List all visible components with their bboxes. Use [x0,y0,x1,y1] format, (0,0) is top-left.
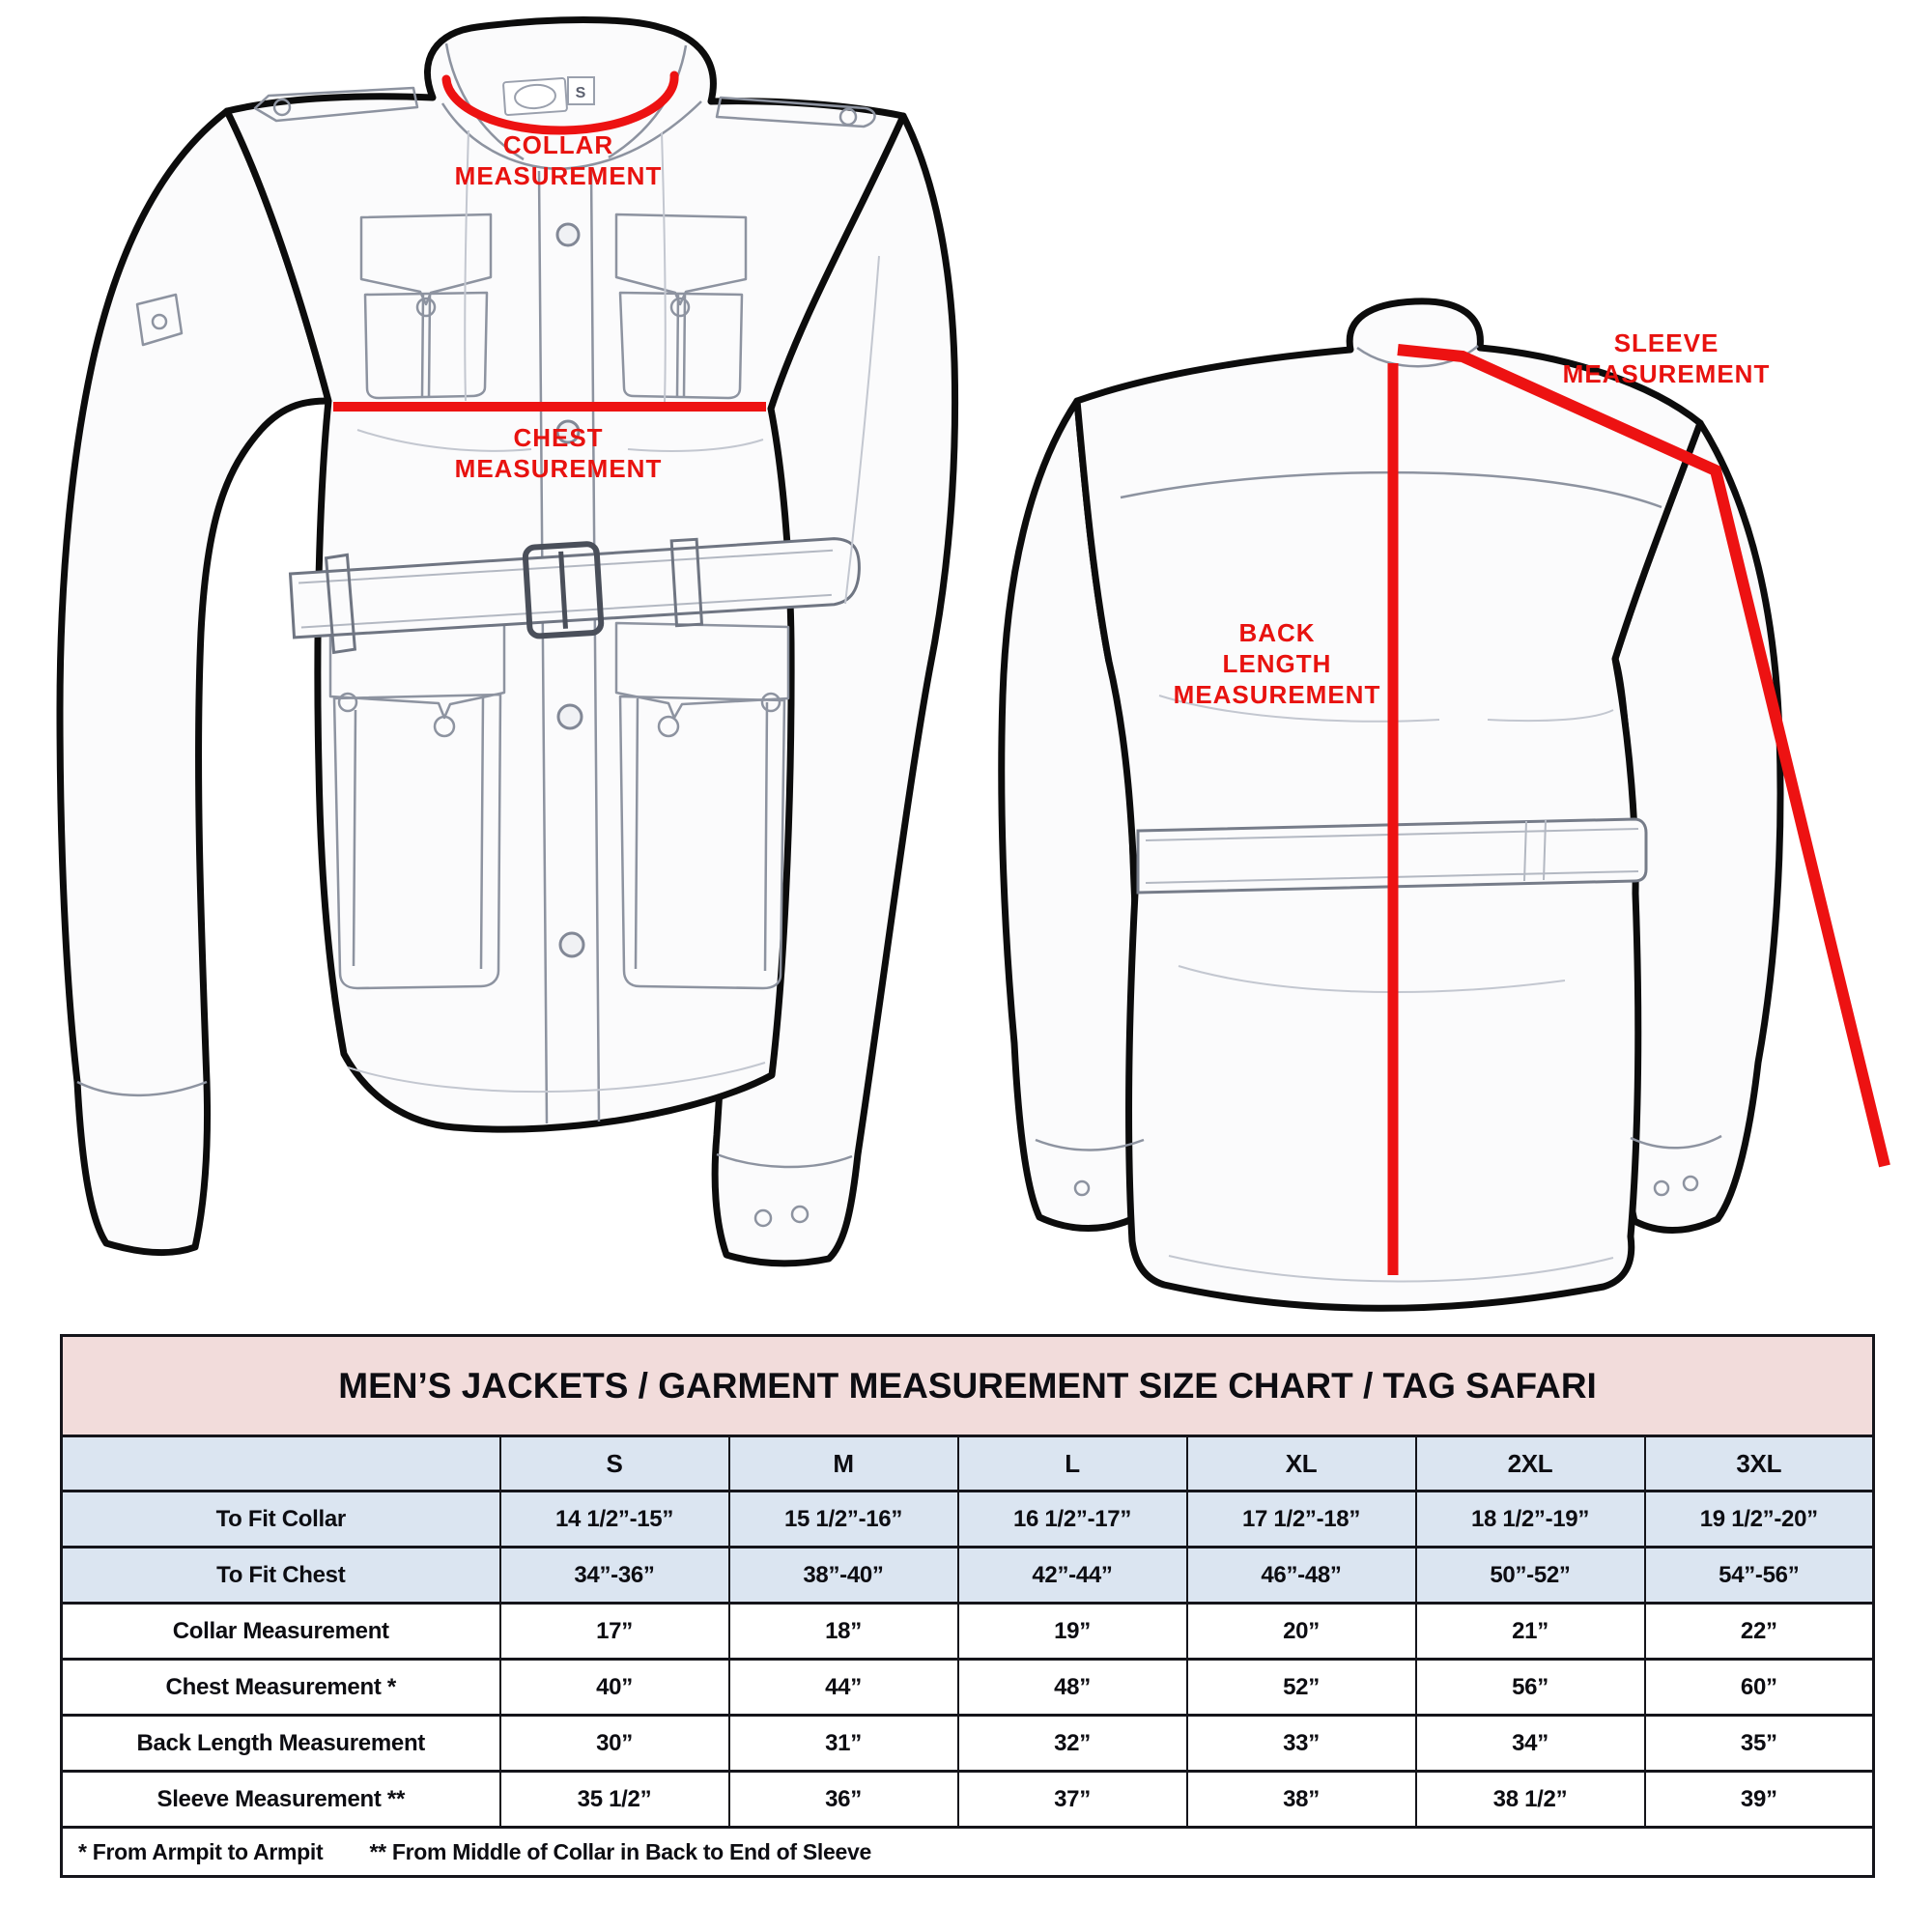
row-label: Chest Measurement * [62,1660,500,1716]
cell: 42”-44” [958,1548,1187,1604]
corner-cell [62,1436,500,1492]
cell: 35” [1645,1716,1874,1772]
table-title-row [62,1336,1874,1436]
col-header-m: M [729,1436,958,1492]
cell: 18” [729,1604,958,1660]
cell: 16 1/2”-17” [958,1492,1187,1548]
cell: 46”-48” [1187,1548,1416,1604]
cell: 30” [500,1716,729,1772]
cell: 38 1/2” [1416,1772,1645,1828]
cell: 17” [500,1604,729,1660]
table-footnote-row [62,1828,1874,1877]
col-header-l: L [958,1436,1187,1492]
cell: 21” [1416,1604,1645,1660]
cell: 36” [729,1772,958,1828]
cell: 38”-40” [729,1548,958,1604]
cell: 39” [1645,1772,1874,1828]
col-header-s: S [500,1436,729,1492]
table-row-to-fit-collar [62,1492,1874,1548]
cell: 35 1/2” [500,1772,729,1828]
cell: 40” [500,1660,729,1716]
cell: 52” [1187,1660,1416,1716]
footnote-armpit: * From Armpit to Armpit [78,1838,324,1864]
footnote-sleeve: ** From Middle of Collar in Back to End of Sleeve [369,1838,871,1864]
cell: 31” [729,1716,958,1772]
cell: 22” [1645,1604,1874,1660]
cell: 34” [1416,1716,1645,1772]
table-row-sleeve-measurement [62,1772,1874,1828]
table-row-chest-measurement [62,1660,1874,1716]
cell: 33” [1187,1716,1416,1772]
cell: 32” [958,1716,1187,1772]
size-chart-table [60,1334,1875,1878]
table-row-back-length-measurement [62,1716,1874,1772]
cell: 48” [958,1660,1187,1716]
table-title: MEN’S JACKETS / GARMENT MEASUREMENT SIZE CHART / TAG SAFARI [62,1336,1874,1436]
cell: 50”-52” [1416,1548,1645,1604]
cell: 44” [729,1660,958,1716]
size-tag-letter: S [575,85,586,101]
back-length-measurement-label: BACK LENGTH MEASUREMENT [1173,618,1381,709]
footnotes [62,1828,1874,1877]
collar-measurement-label: COLLAR MEASUREMENT [454,130,663,190]
row-label: Collar Measurement [62,1604,500,1660]
table-row-to-fit-chest [62,1548,1874,1604]
row-label: Sleeve Measurement ** [62,1772,500,1828]
cell: 17 1/2”-18” [1187,1492,1416,1548]
cell: 18 1/2”-19” [1416,1492,1645,1548]
cell: 38” [1187,1772,1416,1828]
row-label: To Fit Collar [62,1492,500,1548]
row-label: Back Length Measurement [62,1716,500,1772]
cell: 54”-56” [1645,1548,1874,1604]
sleeve-measurement-line [1398,350,1885,1166]
cell: 20” [1187,1604,1416,1660]
cell: 15 1/2”-16” [729,1492,958,1548]
cell: 60” [1645,1660,1874,1716]
col-header-3xl: 3XL [1645,1436,1874,1492]
table-header-row [62,1436,1874,1492]
table-row-collar-measurement [62,1604,1874,1660]
collar-measurement-arc [446,75,674,130]
col-header-xl: XL [1187,1436,1416,1492]
cell: 37” [958,1772,1187,1828]
cell: 19” [958,1604,1187,1660]
col-header-2xl: 2XL [1416,1436,1645,1492]
cell: 19 1/2”-20” [1645,1492,1874,1548]
chest-measurement-label: CHEST MEASUREMENT [454,423,663,483]
cell: 34”-36” [500,1548,729,1604]
row-label: To Fit Chest [62,1548,500,1604]
sleeve-measurement-label: SLEEVE MEASUREMENT [1562,328,1771,388]
cell: 56” [1416,1660,1645,1716]
cell: 14 1/2”-15” [500,1492,729,1548]
